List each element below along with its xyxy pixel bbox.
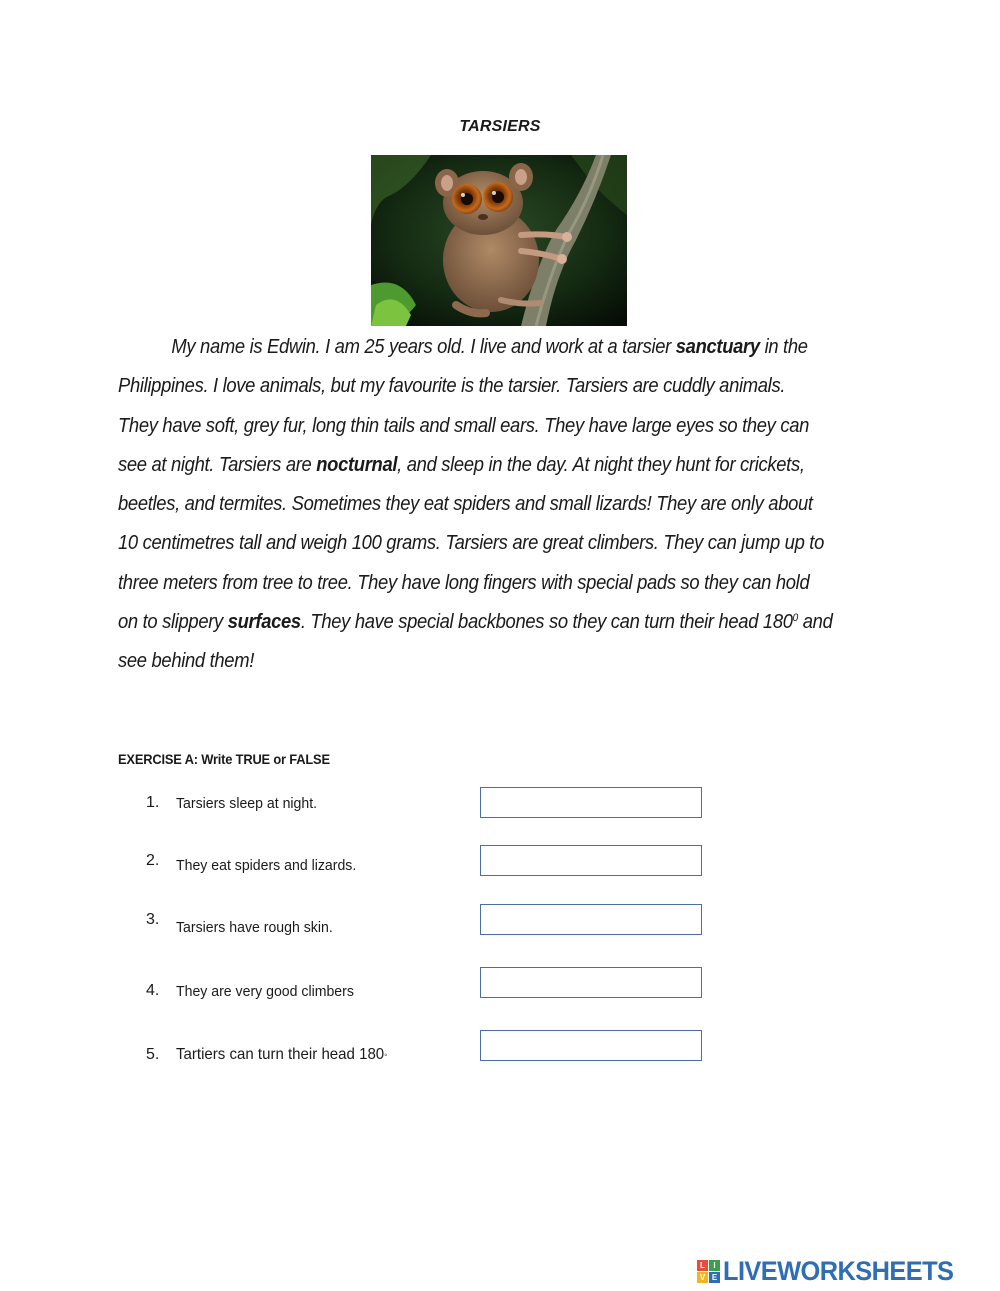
passage-text: see behind them! [118, 650, 255, 673]
passage-text: 10 centimetres tall and weigh 100 grams. Tarsiers are great climbers. They can jump up to [118, 532, 824, 555]
question-row [146, 787, 706, 821]
passage-line [118, 367, 845, 406]
answer-input-5[interactable] [480, 1030, 702, 1061]
logo-letter: I [709, 1260, 720, 1271]
passage-line [118, 328, 845, 367]
passage-text: in the [759, 336, 808, 358]
logo-letter: V [697, 1272, 708, 1283]
passage-line [118, 564, 845, 603]
passage-line [118, 524, 845, 563]
vocabulary-word: nocturnal [316, 453, 398, 476]
question-text: They eat spiders and lizards. [176, 857, 357, 874]
passage-line [118, 407, 845, 446]
degree-symbol: ◦ [384, 1050, 388, 1061]
passage-text: and [797, 611, 833, 634]
passage-text: Philippines. I love animals, but my favourite is the tarsier. Tarsiers are cuddly animals. [118, 375, 786, 398]
exercise-heading: EXERCISE A: Write TRUE or FALSE [118, 751, 330, 767]
passage-line [118, 603, 845, 642]
tarsier-photo [371, 155, 627, 326]
question-text: They are very good climbers [176, 983, 354, 1000]
question-row [146, 904, 706, 938]
question-number: 2. [146, 852, 160, 869]
passage-text: , and sleep in the day. At night they hunt for crickets, [397, 453, 805, 476]
logo-letter: E [709, 1272, 720, 1283]
passage-text: beetles, and termites. Sometimes they eat spiders and small lizards! They are only about [118, 493, 813, 516]
passage-line [118, 642, 845, 681]
passage-line [118, 446, 845, 485]
brand-logo-mark [697, 1260, 720, 1283]
passage-text: see at night. Tarsiers are [118, 453, 317, 476]
question-text: Tarsiers have rough skin. [176, 919, 333, 936]
question-number: 3. [146, 911, 160, 928]
passage-text: on to slippery [118, 611, 228, 634]
answer-input-4[interactable] [480, 967, 702, 998]
answer-input-3[interactable] [480, 904, 702, 935]
passage-text: . They have special backbones so they can turn their head 180 [300, 611, 793, 634]
question-number: 1. [146, 794, 160, 811]
passage-line [118, 485, 845, 524]
passage-text: My name is Edwin. I am 25 years old. I live and work at a tarsier [171, 336, 676, 358]
brand-name: LIVEWORKSHEETS [723, 1255, 954, 1286]
passage-text: three meters from tree to tree. They have long fingers with special pads so they can hold [118, 571, 810, 594]
question-text: Tartiers can turn their head 180◦ [176, 1046, 388, 1063]
question-row [146, 1030, 706, 1064]
worksheet-title: TARSIERS [459, 118, 541, 135]
liveworksheets-logo[interactable] [697, 1256, 968, 1286]
question-row [146, 845, 706, 879]
question-row [146, 967, 706, 1001]
reading-passage [118, 328, 845, 682]
passage-text: They have soft, grey fur, long thin tails and small ears. They have large eyes so they can [118, 414, 810, 437]
answer-input-2[interactable] [480, 845, 702, 876]
vocabulary-word: surfaces [227, 611, 301, 634]
question-number: 5. [146, 1046, 160, 1063]
logo-letter: L [697, 1260, 708, 1271]
question-text: Tarsiers sleep at night. [176, 795, 318, 812]
superscript: 0 [792, 612, 798, 625]
answer-input-1[interactable] [480, 787, 702, 818]
vocabulary-word: sanctuary [675, 336, 760, 358]
question-number: 4. [146, 982, 160, 999]
